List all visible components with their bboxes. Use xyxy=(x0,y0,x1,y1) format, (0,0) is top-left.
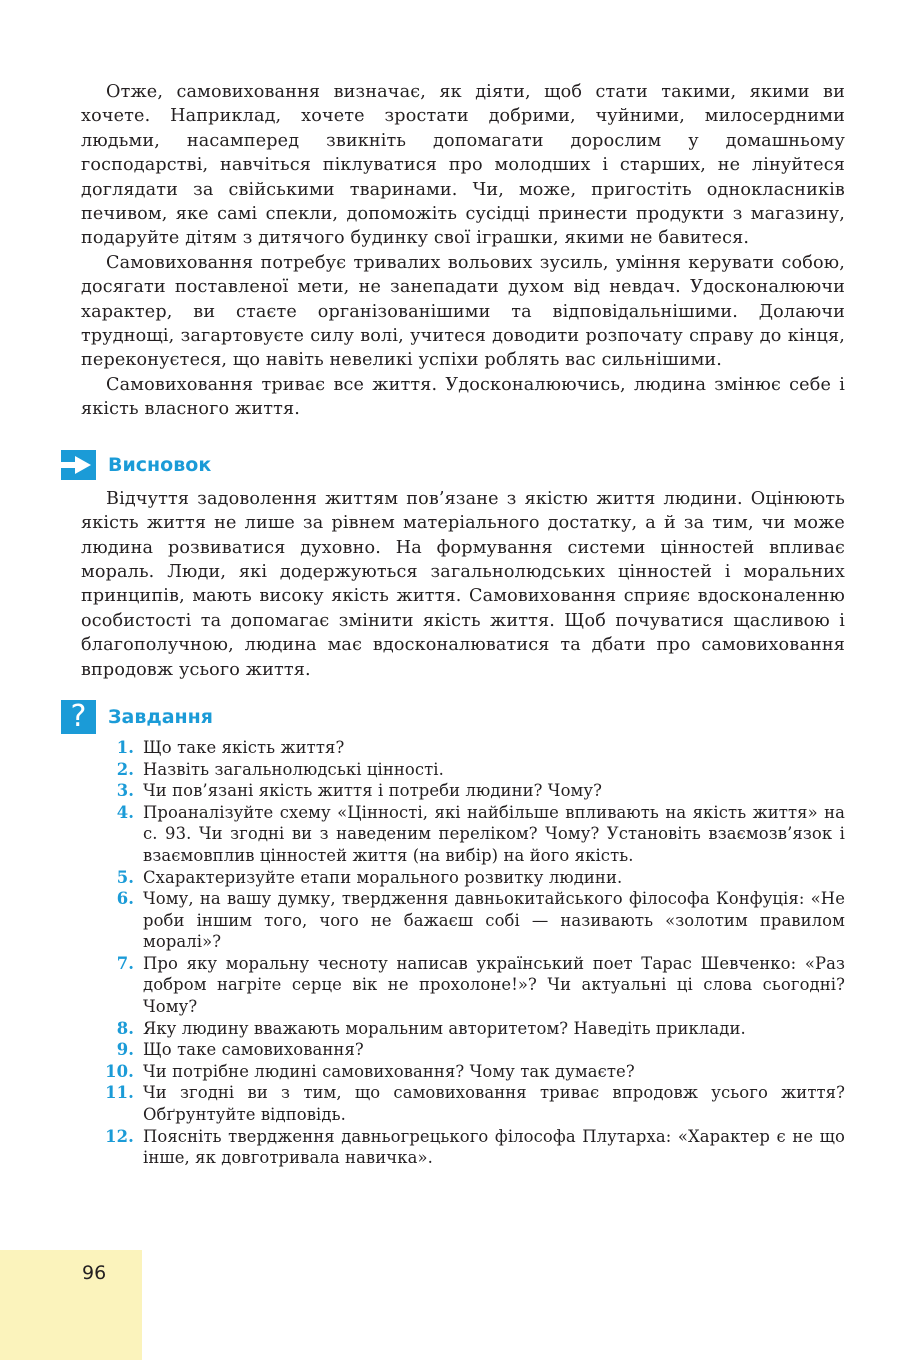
task-number: 2. xyxy=(116,759,134,779)
task-number: 9. xyxy=(116,1040,134,1060)
task-text: Чому, на вашу думку, твердження давньокитайського філософа Конфуція: «Не роби іншим того, чого не бажаєш собі — називають «золотим правилом моралі»? xyxy=(143,889,845,952)
task-item xyxy=(81,1018,845,1040)
task-item xyxy=(81,1126,845,1169)
task-text: Схарактеризуйте етапи морального розвитку людини. xyxy=(143,867,623,887)
conclusion-title: Висновок xyxy=(108,453,212,476)
body-paragraph: Самовиховання потребує тривалих вольових зусиль, уміння керувати собою, досягати поставленої мети, не занепадати духом від невдач. Удосконалюючи характер, ви стаєте організованішими та відповідальнішими. Долаючи труднощі, загартовуєте силу волі, учитеся доводити розпочату справу до кінця, переконуєтеся, що навіть невеликі успіхи роблять вас сильнішими. xyxy=(81,252,845,371)
tasks-list xyxy=(81,737,845,1169)
task-item xyxy=(81,1061,845,1083)
task-text: Що таке якість життя? xyxy=(143,737,345,757)
task-item xyxy=(81,802,845,867)
task-text: Назвіть загальнолюдські цінності. xyxy=(143,759,444,779)
task-number: 6. xyxy=(116,889,134,909)
task-text: Що таке самовиховання? xyxy=(143,1040,364,1060)
task-number: 11. xyxy=(105,1083,134,1103)
task-item xyxy=(81,953,845,1018)
conclusion-text: Відчуття задоволення життям пов’язане з якістю життя людини. Оцінюють якість життя не лише за рівнем матеріального достатку, а й за тим, чи може людина розвиватися духовно. На формування системи цінностей впливає мораль. Люди, які додержуються загальнолюдських цінностей і моральних принципів, мають високу якість життя. Самовиховання сприяє вдосконаленню особистості та допомагає змінити якість життя. Щоб почуватися щасливою і благополучною, людина має вдосконалюватися та дбати про самовиховання впродовж усього життя. xyxy=(81,488,845,680)
task-number: 8. xyxy=(116,1018,134,1038)
task-text: Чи пов’язані якість життя і потреби людини? Чому? xyxy=(143,781,603,801)
task-number: 3. xyxy=(116,781,134,801)
task-text: Про яку моральну чесноту написав український поет Тарас Шевченко: «Раз добром нагріте серце вік не прохолоне!»? Чи актуальні ці слова сьогодні? Чому? xyxy=(143,953,845,1017)
arrow-right-icon xyxy=(61,450,96,480)
body-paragraph: Отже, самовиховання визначає, як діяти, щоб стати такими, якими ви хочете. Наприклад, хочете зростати добрими, чуйними, милосердними людьми, насамперед звикніть допомагати дорослим у домашньому господарстві, навчіться піклуватися про молодших і старших, не лінуйтеся доглядати за свійськими тваринами. Чи, може, пригостіть однокласників печивом, яке самі спекли, допоможіть сусідці принести продукти з магазину, подаруйте дітям з дитячого будинку свої іграшки, якими не бавитеся. xyxy=(81,82,845,249)
page-content xyxy=(70,80,845,1169)
task-number: 12. xyxy=(105,1126,134,1146)
task-number: 5. xyxy=(116,867,134,887)
task-text: Яку людину вважають моральним авторитетом? Наведіть приклади. xyxy=(143,1018,746,1038)
task-item xyxy=(81,888,845,953)
task-item xyxy=(81,1082,845,1125)
task-text: Поясніть твердження давньогрецького філософа Плутарха: «Характер є не що інше, як довготривала навичка». xyxy=(143,1126,845,1168)
task-number: 1. xyxy=(116,737,134,757)
task-item xyxy=(81,1039,845,1061)
task-item xyxy=(81,780,845,802)
task-item xyxy=(81,759,845,781)
page-number-tab xyxy=(0,1250,142,1360)
task-item xyxy=(81,737,845,759)
tasks-title: Завдання xyxy=(108,705,213,728)
conclusion-heading xyxy=(61,447,845,483)
body-paragraph: Самовиховання триває все життя. Удосконалюючись, людина змінює себе і якість власного життя. xyxy=(81,374,845,420)
task-text: Чи потрібне людині самовиховання? Чому так думаєте? xyxy=(143,1061,635,1081)
task-text: Проаналізуйте схему «Цінності, які найбільше впливають на якість життя» на с. 93. Чи згодні ви з наведеним переліком? Чому? Установіть взаємозв’язок і взаємовплив цінностей життя (на вибір) на його якість. xyxy=(143,802,845,865)
task-text: Чи згодні ви з тим, що самовиховання триває впродовж усього життя? Обґрунтуйте відповідь. xyxy=(143,1083,845,1125)
question-mark-icon: ? xyxy=(61,700,96,734)
task-number: 4. xyxy=(116,802,134,822)
tasks-heading xyxy=(61,699,845,735)
page-number: 96 xyxy=(82,1262,107,1284)
task-number: 7. xyxy=(116,953,134,973)
task-number: 10. xyxy=(105,1061,134,1081)
task-item xyxy=(81,867,845,889)
